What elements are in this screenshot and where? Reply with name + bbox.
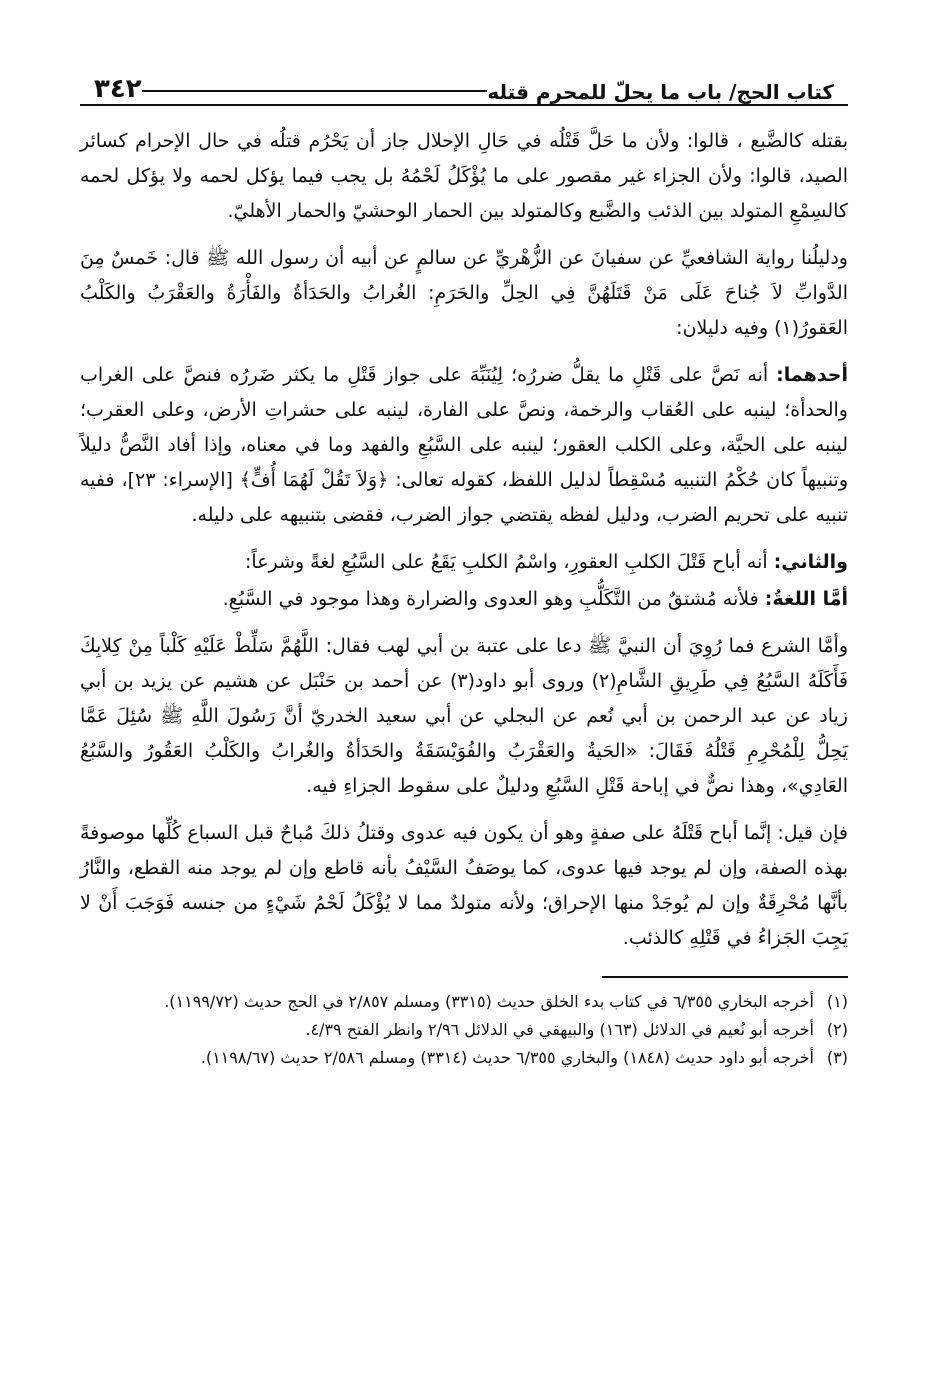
footnote-separator: [602, 976, 848, 978]
footnote-number: (٢): [826, 1020, 848, 1039]
book-page: [80, 58, 848, 1072]
body-text: [80, 124, 848, 956]
footnote-text: أخرجه البخاري ٦/٣٥٥ في كتاب بدء الخلق حديث (٣٣١٥) ومسلم ٢/٨٥٧ في الحج حديث (١١٩٩/٧٢).: [164, 992, 814, 1011]
page-number: ٣٤٢: [94, 74, 142, 104]
paragraph-lead: أمَّا اللغةُ:: [764, 588, 848, 610]
footnote: [80, 1044, 848, 1072]
paragraph-text: أنه أباح قَتْلَ الكلبِ العقورِ، واسْمُ الكلبِ يَقَعُ على السَّبُعِ لغةً وشرعاً:: [245, 551, 768, 573]
header-rule: [142, 90, 488, 92]
paragraph-lead: والثاني:: [773, 551, 848, 573]
paragraph: [80, 545, 848, 580]
footnote-text: أخرجه أبو داود حديث (١٨٤٨) والبخاري ٦/٣٥٥ حديث (٣٣١٤) ومسلم ٢/٥٨٦ حديث (١١٩٨/٦٧).: [200, 1048, 814, 1067]
footnote-text: أخرجه أبو نُعيم في الدلائل (١٦٣) والبيهقي في الدلائل ٢/٩٦ وانظر الفتح ٤/٣٩.: [305, 1020, 814, 1039]
paragraph-text: وأمَّا الشرع فما رُوِيَ أن النبيَّ ﷺ دعا على عتبة بن أبي لهب فقال: اللَّهُمَّ سَلِّطْ عَلَيْهِ كَلْباً مِنْ كِلابِكَ فَأَكَلَهُ السَّبُعُ فِي طَرِيقِ الشَّامِ(٢) وروى أبو داود(٣) عن أحمد بن حَنْبَل عن هشيم عن يزيد بن أبي زياد عن عبد الرحمن بن أبي نُعم عن البجلي عن أبي سعيد الخدريّ أنَّ رَسُولَ اللَّهِ ﷺ سُئِلَ عَمَّا يَحِلُّ لِلْمُحْرِمِ قَتْلُهُ فَقَالَ: «الحَيةُ والعَقْرَبُ والفُوَيْسَقَةُ والحَدَأةُ والغُرابُ والكَلْبُ العَقُورُ والسَّبُعُ العَادِي»، وهذا نصٌّ في إباحة قَتْلِ السَّبُعِ ودليلٌ على سقوط الجزاءِ فيه.: [80, 635, 848, 797]
page-header: [80, 58, 848, 106]
paragraph: [80, 241, 848, 346]
paragraph-text: ودليلُنا رواية الشافعيِّ عن سفيانَ عن الزُّهْريِّ عن سالمٍ عن أبيه أن رسول الله ﷺ قال: خَمسٌ مِنَ الدَّوابِّ لاَ جُناحَ عَلَى مَنْ قَتَلَهُنَّ فِي الحِلِّ والحَرَمِ: الغُرابُ والحَدَأةُ والفَأْرَةُ والعَقْرَبُ والكَلْبُ العَقورُ(١) وفيه دليلان:: [80, 247, 848, 339]
paragraph: [80, 124, 848, 229]
footnotes: [80, 988, 848, 1072]
paragraph-lead: أحدهما:: [776, 364, 848, 386]
footnote: [80, 1016, 848, 1044]
footnote-number: (١): [826, 992, 848, 1011]
paragraph-text: أنه نَصَّ على قَتْلِ ما يقلُّ ضررُه؛ لِيُنَبِّهَ على جواز قَتْلِ ما يكثر ضَررُه فنصَّ على الغراب والحدأة؛ لينبه على العُقاب والرخمة، ونصَّ على الفارة، لينبه على حشراتِ الأرض، وعلى العقرب؛ لينبه على الحيَّة، وعلى الكلب العقور؛ لينبه على السَّبُعِ والفهد وما في معناه، وإذا أفاد النَّصُّ دليلاً وتنبيهاً كان حُكْمُ التنبيه مُسْقِطاً لدليل اللفظ، كقوله تعالى: ﴿وَلاَ تَقُلْ لَهُمَا أُفٍّ﴾ [الإسراء: ٢٣]، ففيه تنبيه على تحريم الضرب، ودليل لفظه يقتضي جواز الضرب، فقضى بتنبيهه على دليله.: [80, 364, 848, 526]
paragraph-text: بقتله كالضَّبع ، قالوا: ولأن ما حَلَّ قَتْلُه في حَالِ الإحلال جاز أن يَحْرُم قتلُه في حال الإحرام كسائر الصيد، قالوا: ولأن الجزاء غير مقصور على ما يُؤْكَلُ لَحْمُهُ بل يجب فيما يؤكل لحمه ولا يؤكل لحمه كالسِمْعِ المتولد بين الذئب والضَّبع وكالمتولد بين الحمار الوحشيّ والحمار الأهليّ.: [80, 130, 848, 222]
paragraph: [80, 816, 848, 956]
running-title: كتاب الحج/ باب ما يحلّ للمحرم قتله: [487, 80, 834, 104]
footnote: [80, 988, 848, 1016]
paragraph: [80, 629, 848, 804]
footnote-number: (٣): [826, 1048, 848, 1067]
paragraph: [80, 582, 848, 617]
paragraph-text: فلأنه مُشتقٌ من التَّكَلُّبِ وهو العدوى والضرارة وهذا موجود في السَّبُعِ.: [222, 588, 759, 610]
paragraph: [80, 358, 848, 533]
paragraph-text: فإن قيل: إنَّما أباح قَتْلَهُ على صفةٍ وهو أن يكون فيه عدوى وقتلُ ذلكَ مُباحٌ قبل السباع كُلِّها موصوفةً بهذه الصفة، وإن لم يوجد فيها عدوى، كما يوصَفُ السَّيْفُ بأنه قاطع وإن لم يوجد منه القطع، والنَّارُ بأنَّها مُحْرِقَةٌ وإن لم يُوجَدْ منها الإحراق؛ ولأنه متولدٌ مما لا يُؤْكَلُ لَحْمُ شَيْءٍ من جنسه فَوَجَبَ أَنْ لا يَجِبَ الجَزاءُ في قَتْلِهِ كالذئب.: [80, 822, 848, 949]
